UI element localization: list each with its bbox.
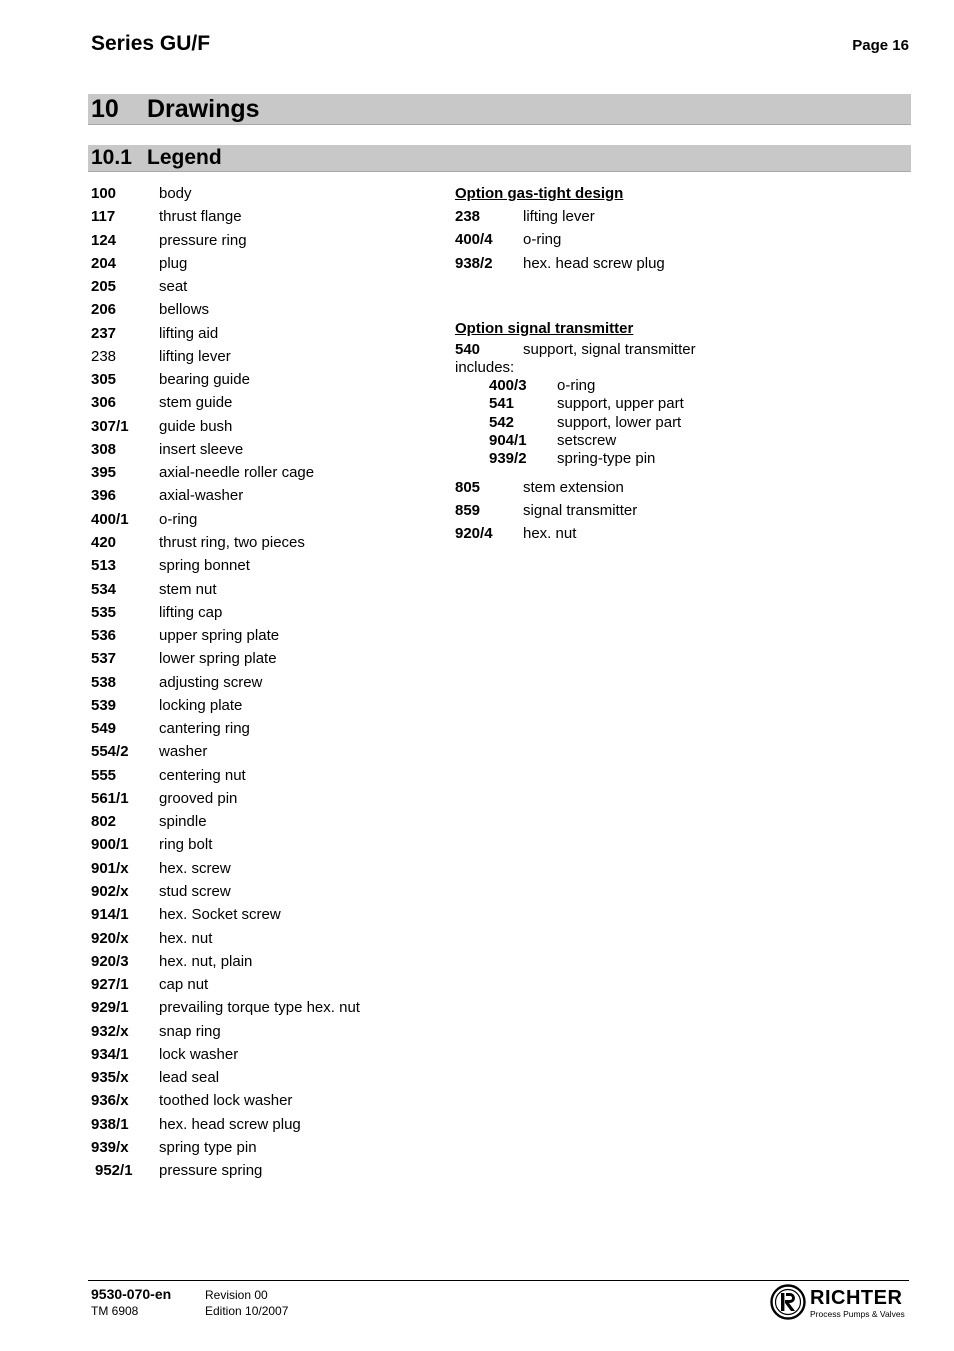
part-number: 934/1 bbox=[91, 1045, 129, 1063]
part-number: 307/1 bbox=[91, 417, 129, 435]
list-item bbox=[455, 340, 911, 359]
section-number: 10.1 bbox=[91, 146, 132, 169]
section-title: Legend bbox=[147, 146, 222, 169]
list-item bbox=[91, 322, 431, 345]
part-number: 400/4 bbox=[455, 231, 493, 249]
part-number: 205 bbox=[91, 278, 117, 296]
part-description: stem extension bbox=[523, 478, 624, 496]
part-description: pressure ring bbox=[159, 231, 247, 249]
part-number: 420 bbox=[91, 533, 117, 551]
list-item bbox=[91, 717, 431, 740]
part-description: hex. Socket screw bbox=[159, 906, 281, 924]
list-item bbox=[91, 671, 431, 694]
part-description: spindle bbox=[159, 813, 207, 831]
part-number: 802 bbox=[91, 813, 117, 831]
part-number: 938/2 bbox=[455, 254, 493, 272]
part-description: body bbox=[159, 185, 192, 202]
list-item bbox=[91, 950, 431, 973]
part-description: spring type pin bbox=[159, 1138, 257, 1156]
list-item bbox=[91, 1089, 431, 1112]
list-item bbox=[455, 205, 911, 228]
list-item bbox=[91, 1066, 431, 1089]
list-item bbox=[91, 1159, 431, 1182]
part-description: ring bolt bbox=[159, 836, 213, 854]
part-number: 535 bbox=[91, 603, 117, 621]
part-description: toothed lock washer bbox=[159, 1092, 293, 1110]
part-number: 117 bbox=[91, 208, 116, 226]
part-number: 513 bbox=[91, 557, 117, 575]
list-item bbox=[91, 694, 431, 717]
list-item bbox=[455, 228, 911, 251]
list-item bbox=[91, 857, 431, 880]
part-description: axial-washer bbox=[159, 487, 244, 505]
part-description: lifting cap bbox=[159, 603, 223, 621]
tm-number: TM 6908 bbox=[91, 1304, 139, 1318]
part-number: 237 bbox=[91, 324, 117, 342]
part-description: axial-needle roller cage bbox=[159, 464, 315, 482]
chapter-number: 10 bbox=[91, 95, 119, 123]
list-item bbox=[91, 833, 431, 856]
list-item bbox=[91, 298, 431, 321]
logo-tagline: Process Pumps & Valves bbox=[810, 1309, 905, 1319]
part-description: locking plate bbox=[159, 696, 243, 714]
part-description: hex. nut bbox=[523, 525, 577, 543]
list-item bbox=[91, 973, 431, 996]
richter-logo bbox=[770, 1284, 910, 1322]
part-number: 541 bbox=[489, 395, 515, 413]
part-number: 538 bbox=[91, 673, 117, 691]
list-item bbox=[455, 499, 911, 522]
list-item bbox=[91, 927, 431, 950]
list-item bbox=[91, 415, 431, 438]
part-number: 555 bbox=[91, 766, 117, 784]
list-item bbox=[91, 764, 431, 787]
legend-options bbox=[455, 182, 911, 546]
part-description: lifting aid bbox=[159, 324, 219, 342]
option-gas-tight-heading: Option gas-tight design bbox=[455, 185, 624, 202]
legend-list bbox=[91, 182, 431, 1182]
part-number: 952/1 bbox=[95, 1162, 133, 1180]
option-signal-list bbox=[455, 476, 911, 546]
part-description: spring bonnet bbox=[159, 557, 250, 575]
list-item bbox=[91, 903, 431, 926]
part-number: 939/x bbox=[91, 1138, 129, 1156]
part-number: 395 bbox=[91, 464, 117, 482]
part-number: 902/x bbox=[91, 882, 129, 900]
list-item bbox=[91, 252, 431, 275]
revision: Revision 00 bbox=[205, 1288, 268, 1302]
part-number: 539 bbox=[91, 696, 117, 714]
part-description: hex. nut bbox=[159, 929, 213, 947]
part-description: thrust ring, two pieces bbox=[159, 533, 305, 551]
part-number: 238 bbox=[91, 347, 117, 365]
part-description: bellows bbox=[159, 301, 210, 319]
includes-list bbox=[455, 377, 911, 469]
part-number: 920/4 bbox=[455, 525, 493, 543]
part-description: setscrew bbox=[557, 432, 617, 450]
list-item bbox=[91, 554, 431, 577]
part-number: 536 bbox=[91, 627, 117, 645]
part-description: pressure spring bbox=[159, 1162, 263, 1180]
part-number: 308 bbox=[91, 440, 117, 458]
richter-logo-icon bbox=[770, 1284, 806, 1320]
list-item bbox=[91, 647, 431, 670]
document-number: 9530-070-en bbox=[91, 1286, 172, 1302]
list-item bbox=[91, 438, 431, 461]
part-number: 900/1 bbox=[91, 836, 129, 854]
part-number: 938/1 bbox=[91, 1115, 129, 1133]
list-item bbox=[91, 996, 431, 1019]
part-number: 540 bbox=[455, 340, 481, 358]
part-number: 920/3 bbox=[91, 952, 129, 970]
part-description: stem guide bbox=[159, 394, 233, 412]
part-number: 805 bbox=[455, 478, 481, 496]
part-number: 542 bbox=[489, 413, 515, 431]
includes-label: includes: bbox=[455, 358, 515, 376]
list-item bbox=[91, 787, 431, 810]
list-item bbox=[455, 522, 911, 545]
part-description: snap ring bbox=[159, 1022, 221, 1040]
part-description: cap nut bbox=[159, 976, 209, 994]
part-number: 306 bbox=[91, 394, 117, 412]
list-item bbox=[455, 432, 911, 450]
list-item bbox=[455, 395, 911, 413]
list-item bbox=[91, 391, 431, 414]
option-gas-tight-list bbox=[455, 205, 911, 275]
part-description: lifting lever bbox=[159, 347, 231, 365]
part-description: cantering ring bbox=[159, 720, 250, 738]
part-description: stem nut bbox=[159, 580, 217, 598]
part-number: 124 bbox=[91, 231, 117, 249]
list-item bbox=[91, 229, 431, 252]
part-number: 537 bbox=[91, 650, 117, 668]
list-item bbox=[91, 880, 431, 903]
part-description: grooved pin bbox=[159, 789, 238, 807]
list-item bbox=[91, 601, 431, 624]
part-number: 204 bbox=[91, 254, 117, 272]
part-description: thrust flange bbox=[159, 208, 242, 226]
part-number: 305 bbox=[91, 371, 117, 389]
option-signal-heading: Option signal transmitter bbox=[455, 319, 634, 337]
list-item bbox=[455, 414, 911, 432]
part-number: 238 bbox=[455, 208, 481, 225]
chapter-heading bbox=[88, 94, 911, 125]
part-description: signal transmitter bbox=[523, 502, 638, 520]
list-item bbox=[91, 205, 431, 228]
part-description: stud screw bbox=[159, 882, 231, 900]
list-item bbox=[91, 275, 431, 298]
part-number: 914/1 bbox=[91, 906, 129, 924]
part-number: 396 bbox=[91, 487, 117, 505]
part-number: 901/x bbox=[91, 859, 129, 877]
part-description: seat bbox=[159, 278, 188, 296]
chapter-title: Drawings bbox=[147, 95, 260, 123]
list-item bbox=[91, 810, 431, 833]
part-description: plug bbox=[159, 254, 188, 272]
part-number: 939/2 bbox=[489, 450, 527, 468]
part-number: 554/2 bbox=[91, 743, 129, 761]
part-number: 904/1 bbox=[489, 432, 527, 450]
part-description: prevailing torque type hex. nut bbox=[159, 999, 360, 1017]
section-heading bbox=[88, 145, 911, 172]
part-description: insert sleeve bbox=[159, 440, 244, 458]
part-description: hex. screw bbox=[159, 859, 231, 877]
part-number: 929/1 bbox=[91, 999, 129, 1017]
list-item bbox=[455, 252, 911, 275]
part-description: o-ring bbox=[523, 231, 562, 249]
series-title: Series GU/F bbox=[91, 32, 211, 55]
part-description: adjusting screw bbox=[159, 673, 263, 691]
list-item bbox=[91, 368, 431, 391]
list-item bbox=[91, 1136, 431, 1159]
part-description: centering nut bbox=[159, 766, 246, 784]
list-item bbox=[91, 1043, 431, 1066]
part-number: 100 bbox=[91, 185, 117, 202]
part-number: 927/1 bbox=[91, 976, 129, 994]
list-item bbox=[91, 484, 431, 507]
list-item bbox=[91, 578, 431, 601]
part-description: lock washer bbox=[159, 1045, 239, 1063]
part-description: lifting lever bbox=[523, 208, 595, 225]
footer-rule bbox=[88, 1280, 909, 1281]
part-number: 932/x bbox=[91, 1022, 129, 1040]
part-description: spring-type pin bbox=[557, 450, 656, 468]
part-description: support, upper part bbox=[557, 395, 684, 413]
list-item bbox=[455, 476, 911, 499]
part-description: support, signal transmitter bbox=[523, 340, 696, 358]
list-item bbox=[91, 531, 431, 554]
list-item bbox=[91, 740, 431, 763]
part-description: bearing guide bbox=[159, 371, 250, 389]
list-item bbox=[91, 624, 431, 647]
part-number: 400/1 bbox=[91, 510, 129, 528]
list-item bbox=[91, 1113, 431, 1136]
part-description: upper spring plate bbox=[159, 627, 280, 645]
list-item bbox=[91, 461, 431, 484]
part-number: 561/1 bbox=[91, 789, 129, 807]
part-number: 920/x bbox=[91, 929, 129, 947]
list-item bbox=[91, 345, 431, 368]
list-item bbox=[91, 1020, 431, 1043]
part-number: 935/x bbox=[91, 1069, 129, 1087]
list-item bbox=[91, 508, 431, 531]
part-number: 859 bbox=[455, 502, 481, 520]
part-description: hex. head screw plug bbox=[523, 254, 665, 272]
list-item bbox=[91, 182, 431, 205]
part-description: o-ring bbox=[557, 376, 596, 394]
part-number: 534 bbox=[91, 580, 117, 598]
part-number: 936/x bbox=[91, 1092, 129, 1110]
part-description: washer bbox=[159, 743, 208, 761]
list-item bbox=[455, 377, 911, 395]
logo-wordmark: RICHTER bbox=[810, 1287, 903, 1309]
part-description: lead seal bbox=[159, 1069, 220, 1087]
part-description: hex. nut, plain bbox=[159, 952, 253, 970]
part-description: support, lower part bbox=[557, 413, 682, 431]
part-description: guide bush bbox=[159, 417, 233, 435]
edition: Edition 10/2007 bbox=[205, 1304, 289, 1318]
part-number: 206 bbox=[91, 301, 117, 319]
part-number: 549 bbox=[91, 720, 117, 738]
page-number: Page 16 bbox=[852, 37, 909, 54]
part-description: o-ring bbox=[159, 510, 198, 528]
part-description: lower spring plate bbox=[159, 650, 277, 668]
list-item bbox=[455, 450, 911, 468]
part-description: hex. head screw plug bbox=[159, 1115, 301, 1133]
part-number: 400/3 bbox=[489, 376, 527, 394]
